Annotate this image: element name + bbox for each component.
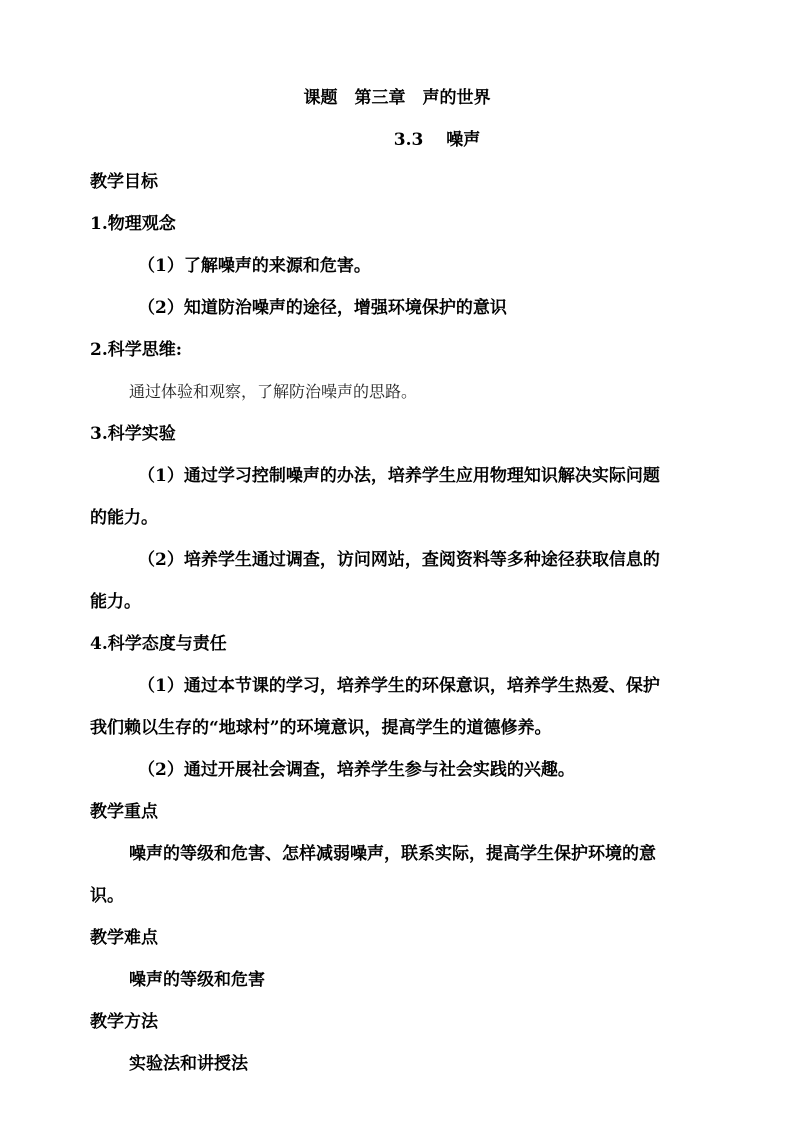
difficulties-heading: 教学难点	[90, 928, 158, 948]
scientific-thinking-text: 通过体验和观察，了解防治噪声的思路。	[129, 382, 418, 401]
attitude-item-2: （2）通过开展社会调查，培养学生参与社会实践的兴趣。	[138, 760, 575, 780]
methods-heading: 教学方法	[90, 1012, 158, 1032]
key-points-line-1: 噪声的等级和危害、怎样减弱噪声，联系实际，提高学生保护环境的意	[129, 844, 656, 864]
key-points-heading: 教学重点	[90, 802, 158, 822]
lesson-subtitle: 3.3 噪声	[393, 130, 481, 150]
physics-concept-heading: 1.物理观念	[90, 214, 176, 234]
attitude-heading: 4.科学态度与责任	[90, 634, 227, 654]
lesson-title: 课题 第三章 声的世界	[303, 88, 491, 108]
key-points-line-2: 识。	[90, 886, 124, 906]
scientific-experiment-item-2-line-2: 能力。	[90, 592, 141, 612]
physics-concept-item-1: （1）了解噪声的来源和危害。	[138, 256, 371, 276]
attitude-item-1-line-2: 我们赖以生存的“地球村”的环境意识，提高学生的道德修养。	[90, 718, 552, 738]
scientific-experiment-item-1-line-2: 的能力。	[90, 508, 158, 528]
physics-concept-item-2: （2）知道防治噪声的途径，增强环境保护的意识	[138, 298, 507, 318]
objectives-heading: 教学目标	[90, 172, 158, 192]
scientific-thinking-heading: 2.科学思维:	[90, 340, 183, 360]
scientific-experiment-heading: 3.科学实验	[90, 424, 176, 444]
attitude-item-1-line-1: （1）通过本节课的学习，培养学生的环保意识，培养学生热爱、保护	[138, 676, 660, 696]
methods-text: 实验法和讲授法	[129, 1054, 248, 1074]
difficulties-text: 噪声的等级和危害	[129, 970, 265, 990]
scientific-experiment-item-2-line-1: （2）培养学生通过调查，访问网站，查阅资料等多种途径获取信息的	[138, 550, 660, 570]
scientific-experiment-item-1-line-1: （1）通过学习控制噪声的办法，培养学生应用物理知识解决实际问题	[138, 466, 660, 486]
